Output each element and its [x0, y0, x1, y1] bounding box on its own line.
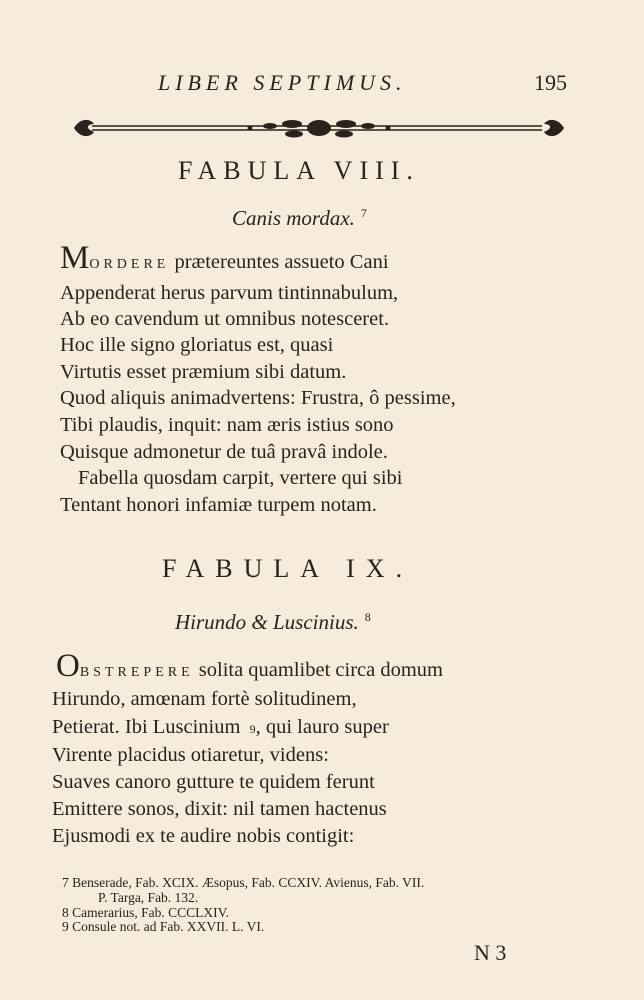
fable-8-line-9: Fabella quosdam carpit, vertere qui sibi — [78, 467, 403, 489]
fable-8-line-2: Appenderat herus parvum tintinnabulum, — [60, 282, 399, 304]
footnote-7: 7 Benserade, Fab. XCIX. Æsopus, Fab. CCXIV. Avienus, Fab. VII. — [62, 875, 425, 890]
fable-9-line-2: Hirundo, amœnam fortè solitudinem, — [52, 688, 357, 710]
fable-8-line-8: Quisque admonetur de tuâ pravâ indole. — [60, 441, 388, 463]
signature-mark: N 3 — [474, 940, 507, 965]
fable-9-heading: FABULA IX. — [162, 554, 414, 583]
fable-8-line-10: Tentant honori infamiæ turpem notam. — [60, 494, 377, 516]
fable-8-line-1: MORDERE prætereuntes assueto Cani — [60, 240, 389, 276]
fable-9-line-7: Ejusmodi ex te audire nobis contigit: — [52, 825, 355, 847]
fable-9-line-6: Emittere sonos, dixit: nil tamen hactenus — [52, 798, 387, 820]
ornament-divider — [72, 112, 566, 146]
note-ref: 9 — [249, 722, 256, 736]
fable-8-line-6: Quod aliquis animadvertens: Frustra, ô pessime, — [60, 387, 456, 409]
footnote-8: 8 Camerarius, Fab. CCCLXIV. — [62, 905, 229, 920]
fable-9-line-1: OBSTREPERE solita quamlibet circa domum — [56, 648, 443, 684]
footnote-9: 9 Consule not. ad Fab. XXVII. L. VI. — [62, 919, 265, 934]
fable-9-line-3: Petierat. Ibi Luscinium 9, qui lauro super — [52, 716, 389, 738]
page-number: 195 — [534, 70, 567, 95]
fable-8-line-3: Ab eo cavendum ut omnibus notesceret. — [60, 308, 390, 330]
fable-8-heading: FABULA VIII. — [178, 156, 420, 185]
fable-8-line-5: Virtutis esset præmium sibi datum. — [60, 361, 347, 383]
drop-cap: O — [56, 648, 80, 684]
fable-9-line-4: Virente placidus otiaretur, videns: — [52, 744, 329, 766]
fable-9-subtitle: Hirundo & Luscinius. $^8$ — [175, 610, 371, 634]
drop-cap: M — [60, 240, 90, 276]
fable-8-subtitle: Canis mordax. $^7$ — [232, 206, 367, 230]
note-ref: 8 — [364, 610, 371, 624]
fable-8-line-7: Tibi plaudis, inquit: nam æris istius sono — [60, 414, 394, 436]
note-ref: 7 — [360, 206, 367, 220]
footnote-7-cont: P. Targa, Fab. 132. — [98, 890, 199, 905]
fable-8-line-4: Hoc ille signo gloriatus est, quasi — [60, 334, 334, 356]
running-header-title: LIBER SEPTIMUS. — [158, 70, 407, 95]
fable-9-line-5: Suaves canoro gutture te quidem ferunt — [52, 771, 375, 793]
